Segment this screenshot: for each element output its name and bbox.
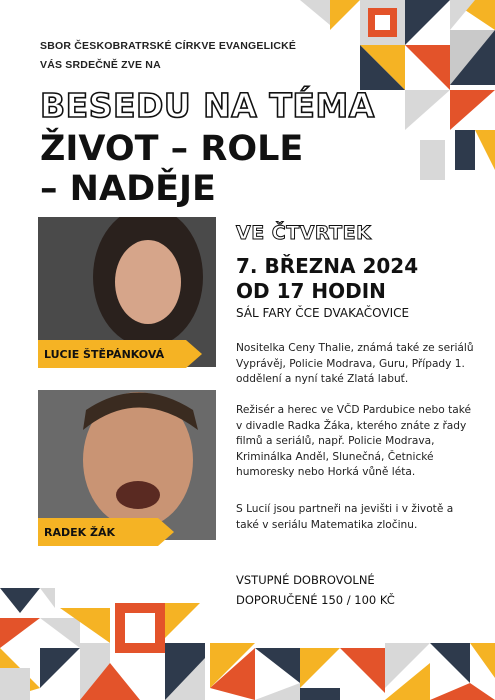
event-time: OD 17 HODIN bbox=[236, 279, 386, 303]
admission-line: VSTUPNÉ DOBROVOLNÉ bbox=[236, 573, 375, 587]
bottom-geometric-decoration bbox=[0, 588, 495, 700]
event-date: 7. BŘEZNA 2024 bbox=[236, 254, 419, 278]
suggested-price-line: DOPORUČENÉ 150 / 100 KČ bbox=[236, 593, 395, 607]
event-venue: SÁL FARY ČCE DVAKAČOVICE bbox=[236, 306, 410, 320]
guest-name-tag-radek: RADEK ŽÁK bbox=[38, 518, 158, 546]
guest-bio-lucie: Nositelka Ceny Thalie, známá také ze seriálů Vyprávěj, Policie Modrava, Guru, Případy 1. oddělení a nyní také Zlatá labuť. bbox=[236, 342, 474, 385]
tag-arrow-icon bbox=[158, 518, 174, 546]
title-line-3: – NADĚJE bbox=[40, 169, 216, 209]
guest-bio-radek: Režisér a herec ve VČD Pardubice nebo také v divadle Radka Žáka, kterého znáte z řady filmů a seriálů, např. Policie Modrava, Kriminálka Anděl, Slunečná, Četnické humoresky nebo Horká vůně léta. bbox=[236, 404, 472, 478]
partners-note: S Lucií jsou partneři na jevišti i v životě a také v seriálu Matematika zločinu. bbox=[236, 503, 454, 531]
tag-arrow-icon bbox=[186, 340, 202, 368]
invitation-line: VÁS SRDEČNĚ ZVE NA bbox=[40, 59, 161, 71]
guest-name-tag-lucie: LUCIE ŠTĚPÁNKOVÁ bbox=[38, 340, 186, 368]
organizer-line: SBOR ČESKOBRATRSKÉ CÍRKVE EVANGELICKÉ bbox=[40, 40, 297, 52]
title-line-1: BESEDU NA TÉMA bbox=[40, 86, 375, 125]
event-day: VE ČTVRTEK bbox=[236, 222, 372, 244]
title-line-2: ŽIVOT – ROLE bbox=[40, 129, 304, 169]
